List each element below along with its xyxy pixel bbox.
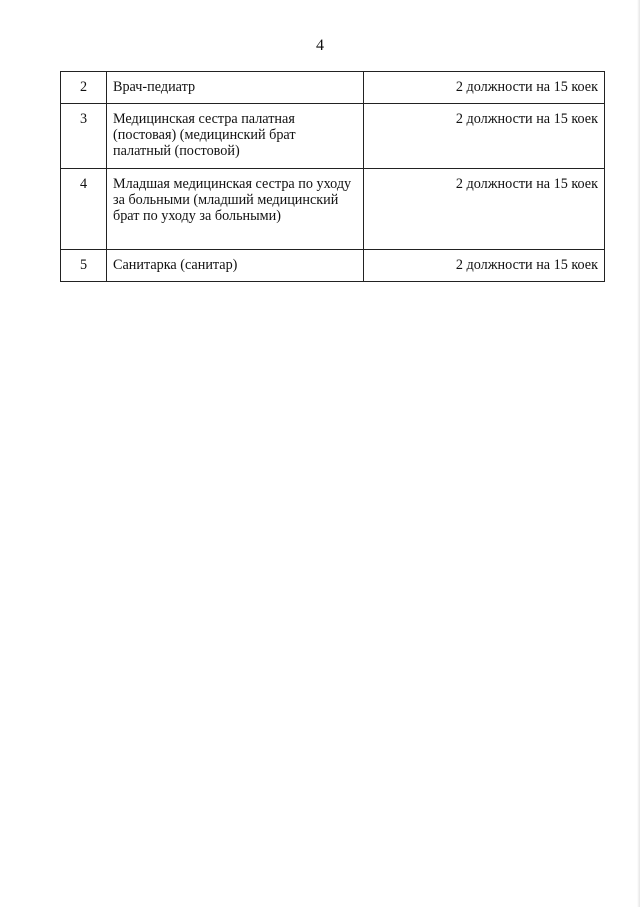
table-row — [61, 104, 605, 169]
position-title: Санитарка (санитар) — [107, 250, 364, 282]
page-number: 4 — [316, 37, 324, 54]
table-row — [61, 169, 605, 250]
row-number: 2 — [61, 72, 107, 104]
staffing-norm: 2 должности на 15 коек — [364, 250, 605, 282]
staffing-norm: 2 должности на 15 коек — [364, 104, 605, 169]
position-title: Младшая медицинская сестра по уходу за больными (младший медицинский брат по уходу за больными) — [107, 169, 364, 250]
row-number: 4 — [61, 169, 107, 250]
staffing-table — [60, 71, 605, 282]
row-number: 3 — [61, 104, 107, 169]
table-row — [61, 250, 605, 282]
position-title: Врач-педиатр — [107, 72, 364, 104]
staffing-norm: 2 должности на 15 коек — [364, 169, 605, 250]
row-number: 5 — [61, 250, 107, 282]
table-row — [61, 72, 605, 104]
staffing-norm: 2 должности на 15 коек — [364, 72, 605, 104]
position-title: Медицинская сестра палатная (постовая) (медицинский брат палатный (постовой) — [107, 104, 364, 169]
